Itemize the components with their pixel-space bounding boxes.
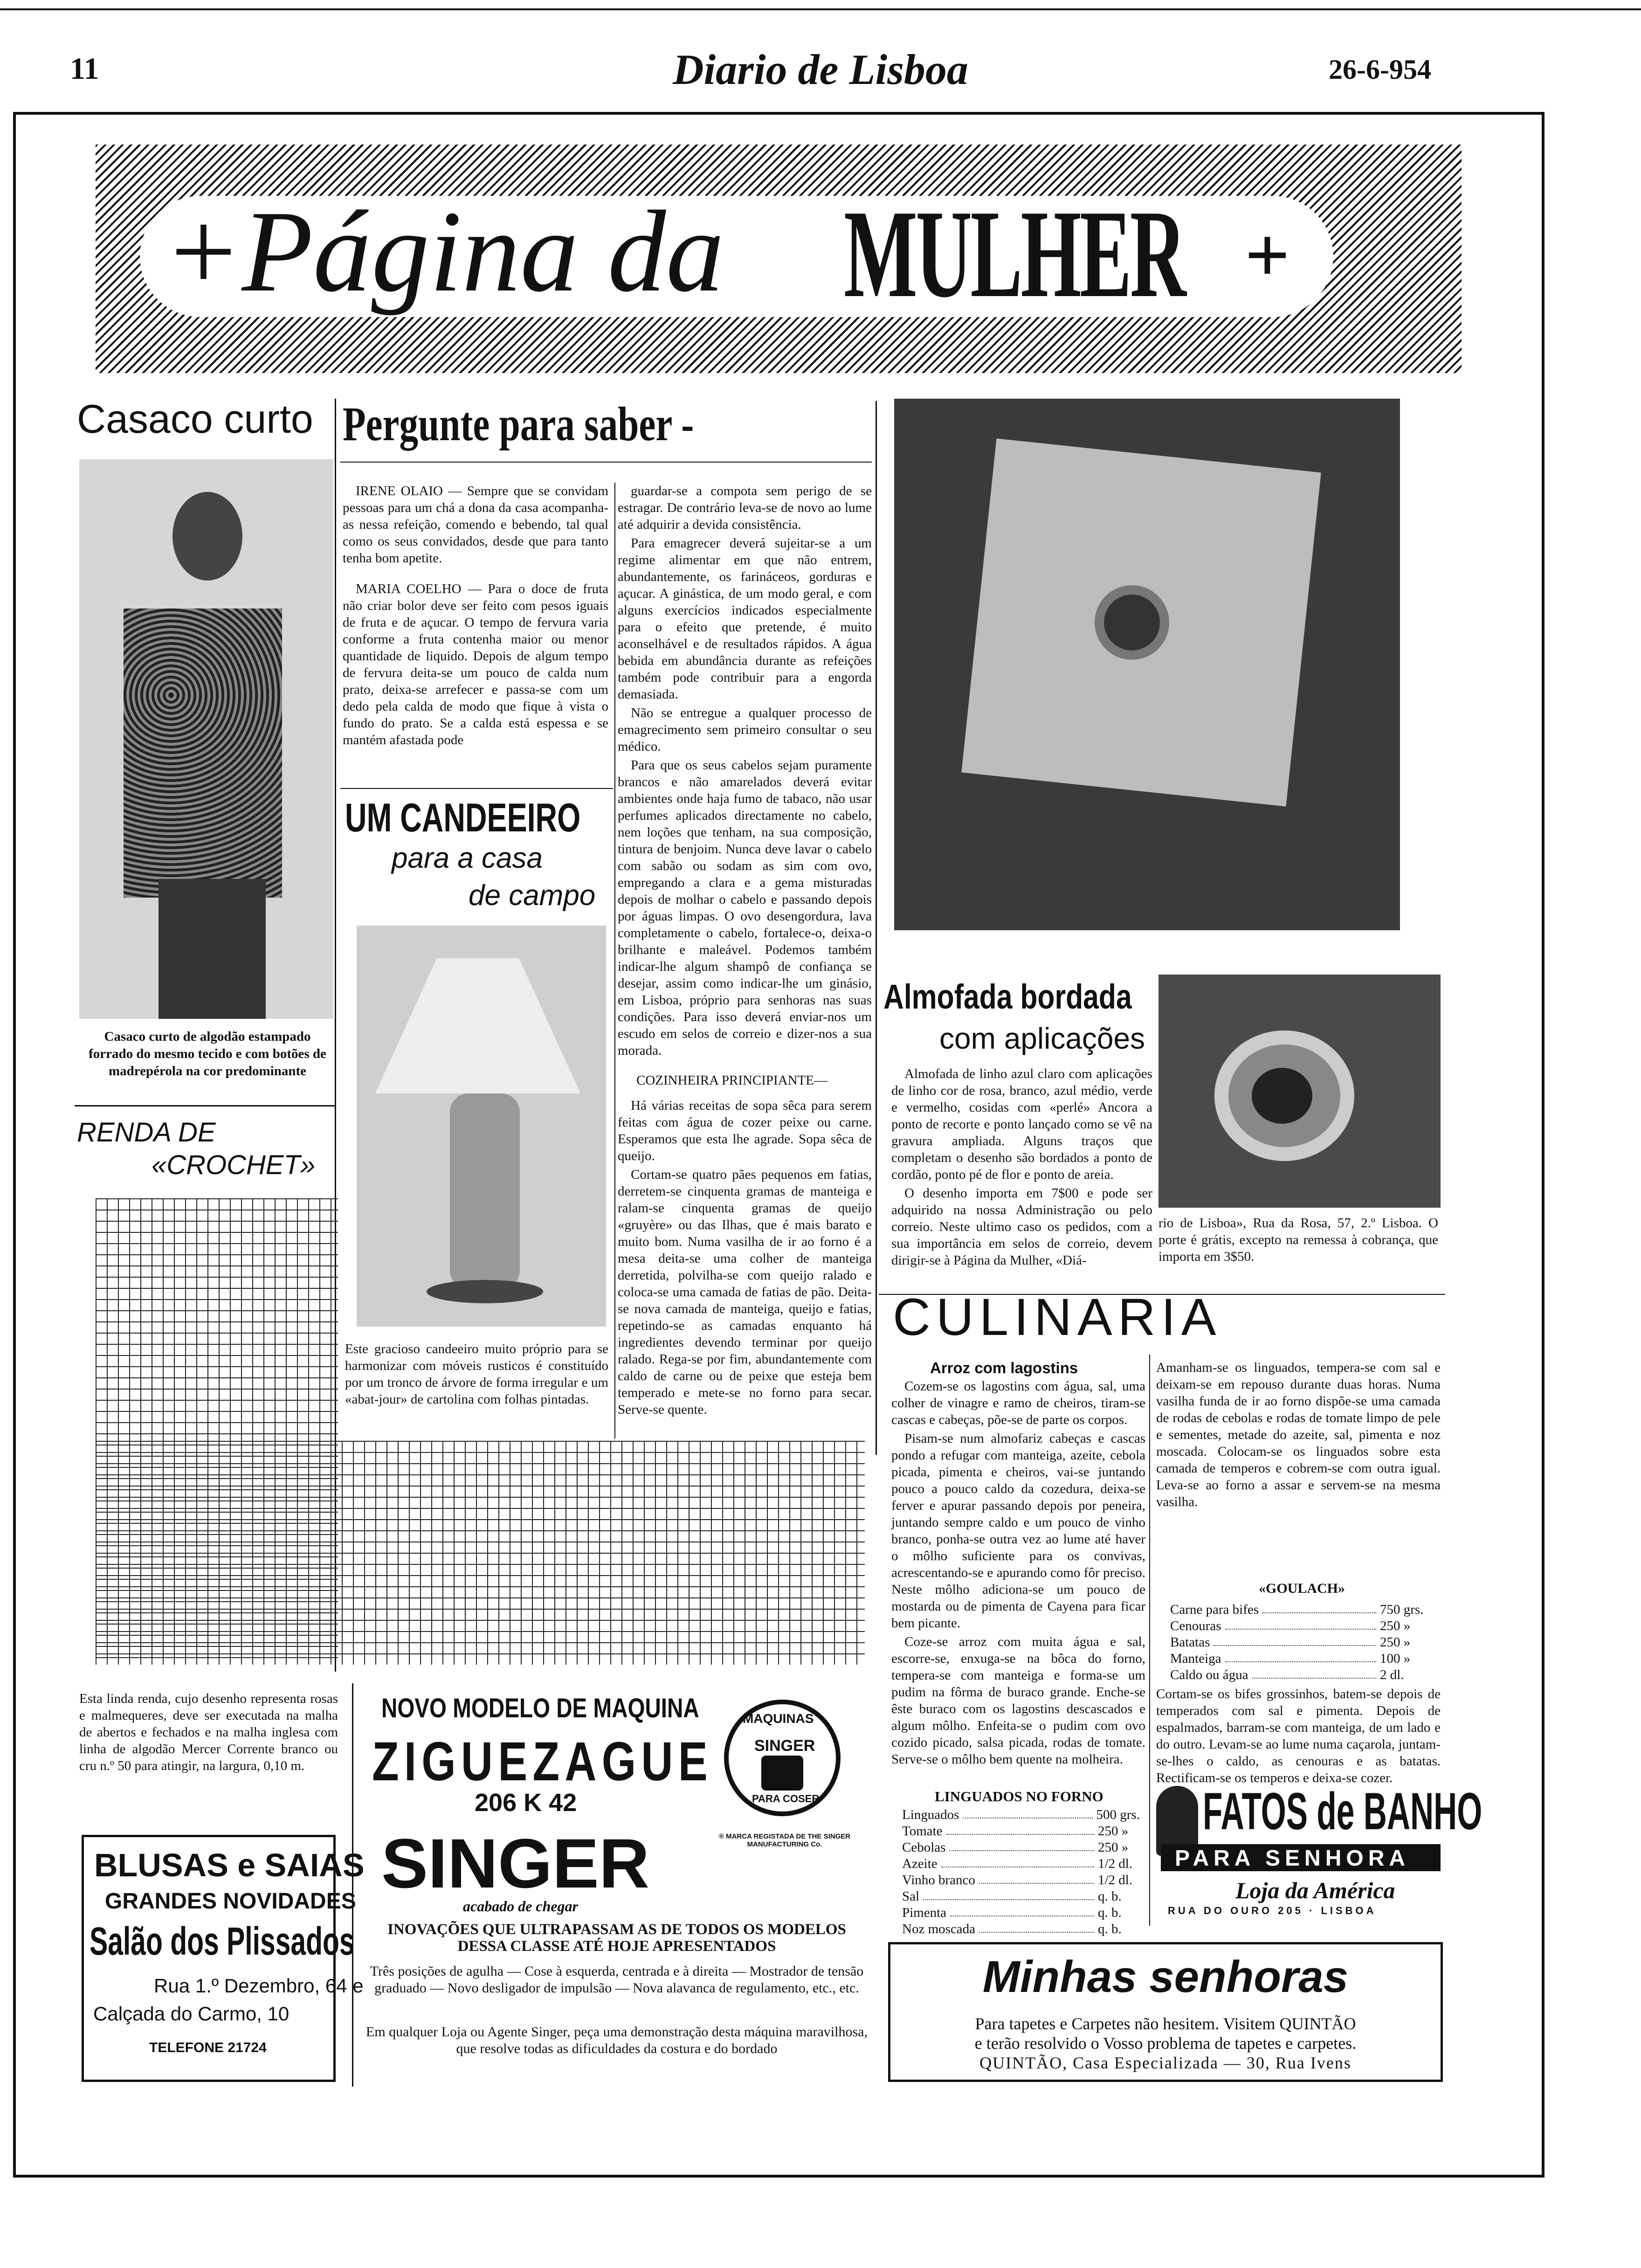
almofada-subtitle: com aplicações xyxy=(939,1022,1145,1055)
goulach-text: Cortam-se os bifes grossinhos, batem-se depois de temperados com sal e pimenta. Depois de espalmados, barram-se com manteiga, de um lado e do outro. Levam-se ao lume numa caçarola, juntam-se-lhes o caldo, as cenouras e as batatas. Rectificam-se os temperos e deixa-se cozer. xyxy=(1156,1687,1441,1785)
goulach-item: Manteiga 100 » xyxy=(1170,1651,1411,1666)
blusas-ad xyxy=(82,1835,365,2082)
linguados-text: Amanham-se os linguados, tempera-se com sal e deixam-se em repouso durante duas horas. Numa vasilha funda de ir ao forno dispõe-se uma camada de rodas de cebolas e rodas de tomate limpo de pele e sementes, metade do azeite, sal, pimenta e noz moscada. Colocam-se os linguados sobre esta camada de temperos e cobrem-se com outra igual. Leva-se ao forno a assar e servem-se na mesma vasilha. xyxy=(1156,1360,1441,1509)
page-number: 11 xyxy=(70,52,99,86)
casaco-jacket xyxy=(124,608,282,898)
almofada-flower xyxy=(1095,585,1169,660)
singer-trademark: ® MARCA REGISTADA DE THE SINGER MANUFACTURING Co. xyxy=(718,1832,851,1848)
linguados-item: Sal q. b. xyxy=(902,1889,1122,1904)
candeeiro-photo xyxy=(357,926,606,1327)
fatos-line2: PARA SENHORA xyxy=(1175,1846,1410,1871)
lamp-base xyxy=(427,1280,543,1303)
blusas-line3: Salão dos Plissados xyxy=(90,1919,355,1963)
fatos-line4: RUA DO OURO 205 · LISBOA xyxy=(1168,1905,1377,1916)
singer-badge xyxy=(724,1700,841,1816)
badge-text-2: SINGER xyxy=(754,1737,815,1755)
senhoras-line1: Para tapetes e Carpetes não hesitem. Visitem QUINTÃO xyxy=(975,2014,1356,2033)
casaco-caption: Casaco curto de algodão estampado forrado do mesmo tecido e com botões de madrepérola na cor predominante xyxy=(89,1029,326,1079)
singer-ad xyxy=(352,1683,872,2087)
renda-title-1: RENDA DE xyxy=(77,1117,216,1148)
singer-line4: SINGER xyxy=(381,1824,650,1902)
singer-footer: Em qualquer Loja ou Agente Singer, peça uma demonstração desta máquina maravilhosa, que resolve todas as dificuldades da costura e do bordado xyxy=(366,2024,868,2056)
pergunte-title: Pergunte para saber - xyxy=(343,397,694,451)
almofada-detail-photo xyxy=(1158,975,1441,1208)
candeeiro-sub1: para a casa xyxy=(392,842,543,874)
banner-plus: + xyxy=(1245,211,1290,299)
linguados-item: Tomate 250 » xyxy=(902,1824,1129,1839)
col-rule-2 xyxy=(614,483,615,1438)
lamp-trunk xyxy=(450,1093,520,1289)
arroz-p1: Cozem-se os lagostins com água, sal, uma colher de vinagre e ramo de cheiros, tiram-se cascas e cabeças, põe-se de parte os corpos. xyxy=(891,1379,1145,1427)
blusas-line4: Rua 1.º Dezembro, 64 e xyxy=(154,1975,364,1997)
badge-text-1: MAQUINAS xyxy=(743,1711,814,1726)
casaco-skirt xyxy=(159,879,266,1019)
almofada-text xyxy=(891,1065,1152,1271)
singer-line5: acabado de chegar xyxy=(463,1898,579,1915)
banner-script: +Página da xyxy=(163,187,724,316)
lampshade xyxy=(375,958,580,1093)
goulach-item: Carne para bifes 750 grs. xyxy=(1170,1602,1424,1617)
pergunte-c2-p2: Para emagrecer deverá sujeitar-se a um regime alimentar em que não entrem, abundantemente, os farináceos, gorduras e açucar. A ginástica, de um modo geral, e com alguns exercícios indicados especialmente para o efeito que pretende, é muito aconselhável e de resultados rápidos. A água bebida em abundância durante as refeições também pode contribuir para a engorda demasiada. xyxy=(618,536,872,702)
goulach-head: «GOULACH» xyxy=(1259,1581,1345,1596)
renda-title-2: «CROCHET» xyxy=(152,1150,316,1180)
top-rule xyxy=(0,8,1641,10)
candeeiro-sub2: de campo xyxy=(469,879,596,912)
goulach-item: Cenouras 250 » xyxy=(1170,1618,1411,1633)
fatos-line1: FATOS de BANHO xyxy=(1203,1782,1482,1840)
pergunte-rule xyxy=(340,462,872,463)
cozinheira-p1: Há várias receitas de sopa sêca para serem feitas com água de cozer peixe ou carne. Esperamos que esta lhe agrade. Sopa sêca de queijo. xyxy=(618,1098,872,1163)
singer-line3: 206 K 42 xyxy=(475,1789,577,1817)
casaco-photo xyxy=(79,459,333,1019)
cozinheira-head: COZINHEIRA PRINCIPIANTE— xyxy=(636,1073,828,1088)
col-rule-3 xyxy=(876,401,877,1455)
arroz-p2: Pisam-se num almofariz cabeças e cascas pondo a refugar com manteiga, azeite, cebola picada, pimenta e cheiros, vai-se juntando pouco a pouco caldo da cozedura, deixa-se ferver e apurar passando depois por peneira, juntando sempre caldo e um pouco de vinho branco, ponha-se outra vez ao lume até haver o môlho suficiente para os convivas, acrescentando-se e apurando como fôr preciso. Neste môlho adiciona-se um pouco de mostarda ou de pimenta de Cayena para ficar bem picante. xyxy=(891,1431,1145,1631)
detail-center xyxy=(1252,1068,1312,1124)
renda-text: Esta linda renda, cujo desenho representa rosas e malmequeres, deve ser executada na malha de abertos e fechados e na malha inglesa com linha de algodão Mercer Corrente branco ou cru n.º 50 para atingir, na largura, 0,10 m. xyxy=(79,1691,338,1773)
senhoras-line2: e terão resolvido o Vosso problema de tapetes e carpetes. xyxy=(974,2034,1357,2053)
singer-line1: NOVO MODELO DE MAQUINA xyxy=(381,1693,699,1723)
arroz-text xyxy=(891,1378,1145,1770)
culinaria-title: CULINARIA xyxy=(893,1288,1222,1346)
singer-line2: ZIGUEZAGUE xyxy=(372,1731,713,1792)
blusas-line1: BLUSAS e SAIAS xyxy=(94,1847,365,1883)
masthead-date: 26-6-954 xyxy=(1329,54,1431,85)
arroz-p3: Coze-se arroz com muita água e sal, escorre-se, enxuga-se na bôca do forno, tempera-se com manteiga e forma-se um pudim na fôrma de buraco grande. Enche-se êste buraco com os lagostins descascados e algum môlho. Enfeita-se o pudim com ovo cozido picado, salsa picada, rodas de tomate. Serve-se o môlho bem quente na molheira. xyxy=(891,1634,1145,1767)
casaco-head xyxy=(172,492,242,581)
blusas-line6: TELEFONE 21724 xyxy=(149,2040,267,2055)
almofada-p1: Almofada de linho azul claro com aplicações de linho cor de rosa, branco, azul médio, verde e vermelho, cosidas com «perlé» Ancora a ponto de recorte e ponto lançado como se vê na gravura ampliada. Alguns traços que completam o desenho são bordados a ponto de cordão, ponto pé de flor e ponto de areia. xyxy=(891,1066,1152,1182)
fatos-line3: Loja da América xyxy=(1235,1877,1395,1903)
linguados-item: Azeite 1/2 dl. xyxy=(902,1856,1133,1871)
masthead-title: Diario de Lisboa xyxy=(673,46,968,93)
goulach-item: Batatas 250 » xyxy=(1170,1635,1411,1650)
linguados-item: Vinho branco 1/2 dl. xyxy=(902,1873,1133,1888)
pergunte-c2-p3: Não se entregue a qualquer processo de emagrecimento sem primeiro consultar o seu médico. xyxy=(618,705,872,754)
linguados-item: Linguados 500 grs. xyxy=(902,1807,1140,1822)
pergunte-col2 xyxy=(618,483,872,1420)
fatos-ad xyxy=(1156,1781,1482,1926)
pergunte-c2-p4: Para que os seus cabelos sejam puramente brancos e não amarelados deverá evitar ambientes onde haja fumo de tabaco, não usar perfumes aplicados directamente no cabelo, nem loções que tenham, na sua composição, tintura de benjoim. Nunca deve lavar o cabelo com sabão ou sodam as sim com ovo, empregando a clara e a gema misturadas depois de molhar o cabelo e passando depois por águas limpas. O ovo desengordura, lava completamente o cabelo, fortalece-o, deixa-o brilhante e maleável. Podemos também indicar-lhe algum shampô de confiança se desejar, assim como indicar-lhe um ginásio, em Lisboa, próprio para senhoras nas suas condições. Para isso deverá enviar-nos um escudo em selos de correio e dizer-nos a sua morada. xyxy=(618,758,872,1058)
candeeiro-rule xyxy=(340,788,613,789)
culinaria-rule-v xyxy=(1149,1355,1150,1926)
singer-features: Três posições de agulha — Cose à esquerda, centrada e à direita — Mostrador de tensão graduado — Novo desligador de impulsão — Nova alavanca de regulamento, etc., etc. xyxy=(370,1964,864,1996)
singer-innov: INOVAÇÕES QUE ULTRAPASSAM AS DE TODOS OS MODELOS DESSA CLASSE ATÉ HOJE APRESENTADOS xyxy=(387,1921,846,1955)
senhoras-title: Minhas senhoras xyxy=(982,1952,1349,2002)
linguados-item: Cebolas 250 » xyxy=(902,1840,1129,1855)
goulach-list xyxy=(1170,1602,1431,1683)
pergunte-col1 xyxy=(343,483,608,750)
goulach-item: Caldo ou água 2 dl. xyxy=(1170,1667,1404,1682)
senhoras-line3: QUINTÃO, Casa Especializada — 30, Rua Ivens xyxy=(979,2054,1351,2072)
linguados-list xyxy=(902,1807,1140,1937)
linguados-head: LINGUADOS NO FORNO xyxy=(935,1788,1103,1805)
cozinheira-p2: Cortam-se quatro pães pequenos em fatias, derretem-se cinquenta gramas de manteiga e ralam-se cinquenta gramas de queijo «gruyère» ou das Ilhas, que é mais barato e muito bom. Numa vasilha de ir ao forno é a mesa deita-se uma colher de manteiga derretida, polvilha-se com queijo ralado e coloca-se uma camada de fatias de pão. Deita-se nova camada de manteiga, queijo e fatias, repetindo-se as camadas enquanto há ingredientes devendo terminar por queijo ralado. Rega-se por fim, abundantemente com caldo de carne ou de peixe que esteja bem temperado e mete-se no forno para secar. Serve-se quente. xyxy=(618,1167,872,1417)
pergunte-q2: MARIA COELHO — Para o doce de fruta não criar bolor deve ser feito com pesos iguais de fruta e de açucar. O tempo de fervura varia conforme a fruta contenha maior ou menor quantidade de liquido. Depois de algum tempo de fervura deita-se um pouco de calda num prato, deixa-se arrefecer e passa-se com um dedo pela calda de modo que fique à vista o fundo do prato. Se a calda está espessa e se mantém afastada pode xyxy=(343,581,608,747)
blusas-line2: GRANDES NOVIDADES xyxy=(105,1889,356,1914)
badge-text-3: PARA COSER xyxy=(752,1793,820,1805)
candeeiro-caption: Este gracioso candeeiro muito próprio para se harmonizar com móveis rusticos é constituído por um tronco de árvore de forma irregular e um «abat-jour» de cartolina com folhas pintadas. xyxy=(345,1341,608,1407)
arroz-title: Arroz com lagostins xyxy=(930,1359,1078,1376)
almofada-text-right: rio de Lisboa», Rua da Rosa, 57, 2.º Lisboa. O porte é grátis, excepto na remessa à cobrança, que importa em 3$50. xyxy=(1158,1216,1438,1264)
pergunte-c2-p1: guardar-se a compota sem perigo de se estragar. De contrário leva-se de novo ao lume até adquirir a devida consistência. xyxy=(618,484,872,532)
pergunte-q1: IRENE OLAIO — Sempre que se convidam pessoas para um chá a dona da casa acompanha-as nessa refeição, comendo e bebendo, tal qual como os seus convidados, desde que para tanto tenha bom apetite. xyxy=(343,484,608,566)
banner-mulher: MULHER xyxy=(844,184,1185,324)
almofada-p2: O desenho importa em 7$00 e pode ser adquirido na nossa Administração ou pelo correio. Neste ultimo caso os pedidos, com a sua importância em selos de correio, devem dirigir-se à Página da Mulher, «Diá- xyxy=(891,1186,1152,1268)
almofada-photo xyxy=(894,399,1400,930)
crochet-horizontal xyxy=(96,1441,865,1665)
casaco-rule xyxy=(75,1105,336,1106)
linguados-item: Pimenta q. b. xyxy=(902,1905,1122,1920)
senhoras-ad xyxy=(888,1942,1443,2082)
linguados-item: Noz moscada q. b. xyxy=(902,1922,1122,1936)
candeeiro-title: UM CANDEEIRO xyxy=(345,795,581,840)
casaco-title: Casaco curto xyxy=(77,397,313,442)
almofada-title: Almofada bordada xyxy=(883,977,1132,1016)
sewing-machine-icon xyxy=(761,1756,803,1791)
blusas-line5: Calçada do Carmo, 10 xyxy=(93,2003,290,2025)
